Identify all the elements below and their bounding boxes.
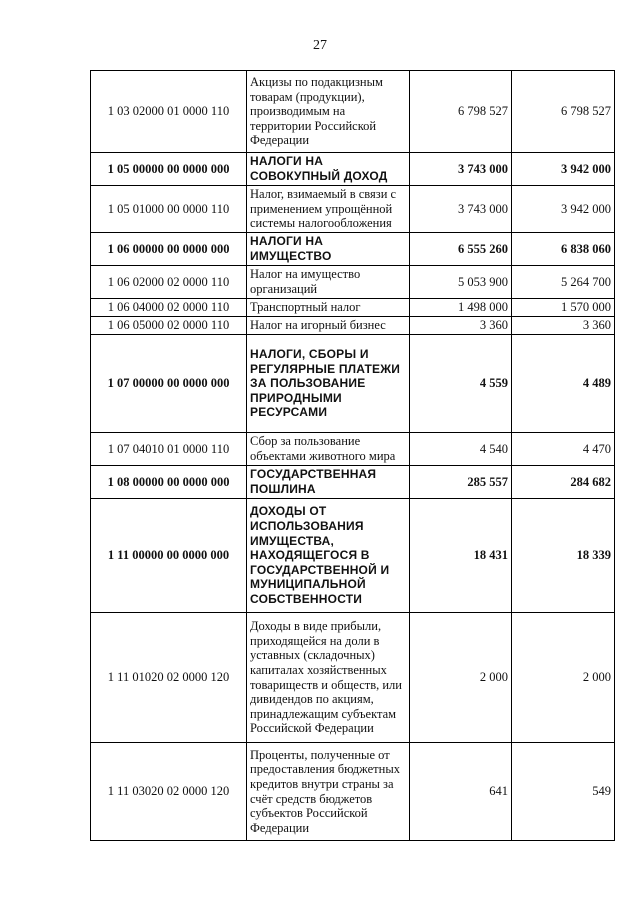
table-row [91,433,615,466]
revenue-name-cell: Доходы в виде прибыли, приходящейся на доли в уставных (складочных) капиталах хозяйственных товариществ и обществ, или дивидендов по акциям, принадлежащим субъектам Российской Федерации [247,613,410,743]
value-year1-cell: 6 798 527 [410,71,512,153]
value-year1-cell: 3 743 000 [410,153,512,186]
revenue-name-cell: Сбор за пользование объектами животного мира [247,433,410,466]
value-year2-cell: 3 942 000 [512,153,615,186]
value-year2-cell: 4 489 [512,335,615,433]
revenue-name-cell: Акцизы по подакцизным товарам (продукции), производимым на территории Российской Федерации [247,71,410,153]
value-year2-cell: 2 000 [512,613,615,743]
revenue-name-cell: НАЛОГИ НА ИМУЩЕСТВО [247,233,410,266]
page-number: 27 [313,38,327,53]
table-row [91,233,615,266]
budget-code-cell: 1 03 02000 01 0000 110 [91,71,247,153]
table-row [91,317,615,335]
table-row [91,743,615,841]
table-row [91,71,615,153]
budget-code-cell: 1 05 01000 00 0000 110 [91,186,247,233]
value-year1-cell: 3 743 000 [410,186,512,233]
value-year1-cell: 641 [410,743,512,841]
revenue-name-cell: НАЛОГИ НА СОВОКУПНЫЙ ДОХОД [247,153,410,186]
value-year1-cell: 2 000 [410,613,512,743]
value-year2-cell: 284 682 [512,466,615,499]
value-year1-cell: 4 559 [410,335,512,433]
revenue-name-cell: НАЛОГИ, СБОРЫ И РЕГУЛЯРНЫЕ ПЛАТЕЖИ ЗА ПОЛЬЗОВАНИЕ ПРИРОДНЫМИ РЕСУРСАМИ [247,335,410,433]
value-year2-cell: 3 360 [512,317,615,335]
budget-code-cell: 1 06 04000 02 0000 110 [91,299,247,317]
budget-code-cell: 1 07 00000 00 0000 000 [91,335,247,433]
value-year2-cell: 5 264 700 [512,266,615,299]
value-year2-cell: 18 339 [512,499,615,613]
budget-code-cell: 1 11 00000 00 0000 000 [91,499,247,613]
table-row [91,499,615,613]
value-year2-cell: 4 470 [512,433,615,466]
revenue-name-cell: Транспортный налог [247,299,410,317]
value-year1-cell: 18 431 [410,499,512,613]
revenue-name-cell: Налог, взимаемый в связи с применением упрощённой системы налогообложения [247,186,410,233]
table-row [91,466,615,499]
revenue-name-cell: Налог на имущество организаций [247,266,410,299]
budget-code-cell: 1 07 04010 01 0000 110 [91,433,247,466]
budget-code-cell: 1 11 01020 02 0000 120 [91,613,247,743]
budget-code-cell: 1 06 02000 02 0000 110 [91,266,247,299]
table-row [91,335,615,433]
table-row [91,299,615,317]
table-row [91,613,615,743]
table-row [91,153,615,186]
budget-code-cell: 1 06 00000 00 0000 000 [91,233,247,266]
value-year2-cell: 1 570 000 [512,299,615,317]
value-year1-cell: 3 360 [410,317,512,335]
value-year2-cell: 3 942 000 [512,186,615,233]
revenue-name-cell: ДОХОДЫ ОТ ИСПОЛЬЗОВАНИЯ ИМУЩЕСТВА, НАХОДЯЩЕГОСЯ В ГОСУДАРСТВЕННОЙ И МУНИЦИПАЛЬНОЙ СОБСТВЕННОСТИ [247,499,410,613]
budget-code-cell: 1 11 03020 02 0000 120 [91,743,247,841]
value-year1-cell: 285 557 [410,466,512,499]
value-year1-cell: 6 555 260 [410,233,512,266]
revenue-name-cell: Налог на игорный бизнес [247,317,410,335]
value-year2-cell: 549 [512,743,615,841]
value-year2-cell: 6 798 527 [512,71,615,153]
value-year1-cell: 5 053 900 [410,266,512,299]
revenue-name-cell: Проценты, полученные от предоставления бюджетных кредитов внутри страны за счёт средств бюджетов субъектов Российской Федерации [247,743,410,841]
revenue-table [90,70,615,841]
revenue-name-cell: ГОСУДАРСТВЕННАЯ ПОШЛИНА [247,466,410,499]
value-year1-cell: 4 540 [410,433,512,466]
table-row [91,266,615,299]
budget-code-cell: 1 08 00000 00 0000 000 [91,466,247,499]
table-row [91,186,615,233]
value-year2-cell: 6 838 060 [512,233,615,266]
budget-code-cell: 1 06 05000 02 0000 110 [91,317,247,335]
budget-code-cell: 1 05 00000 00 0000 000 [91,153,247,186]
value-year1-cell: 1 498 000 [410,299,512,317]
